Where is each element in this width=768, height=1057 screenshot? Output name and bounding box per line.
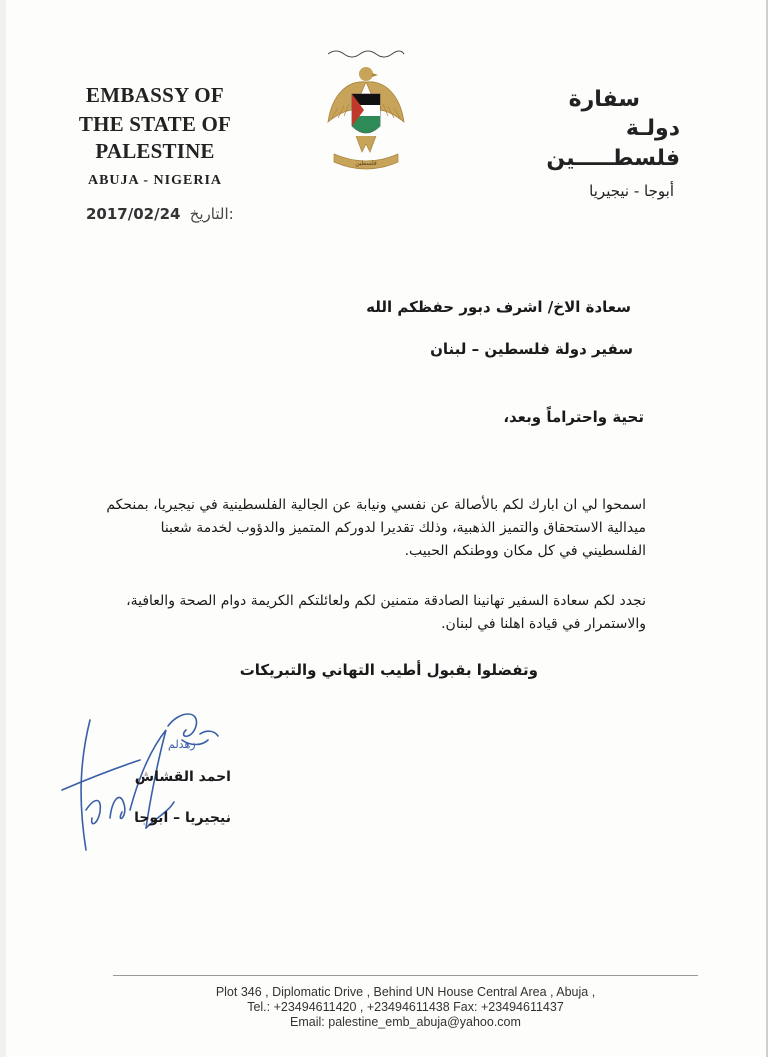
recipient-name: سعادة الاخ/ اشرف دبور xyxy=(459,298,631,316)
footer-phones: Tel.: +23494611420 , +23494611438 Fax: +23494611437 xyxy=(247,1000,564,1014)
header-arabic xyxy=(500,86,680,200)
body-paragraph-2: نجدد لكم سعادة السفير تهانينا الصادقة متمنين لكم ولعائلتكم الكريمة دوام الصحة والعافية، والاستمرار في قيادة اهلنا في لبنان. xyxy=(126,593,646,632)
emblem-ribbon-text: فلسطين xyxy=(355,160,377,167)
palestine-eagle-emblem-icon xyxy=(318,44,414,176)
header-ar-line1: سفارة xyxy=(568,87,640,112)
footer xyxy=(113,985,698,1030)
footer-address: Plot 346 , Diplomatic Drive , Behind UN House Central Area , Abuja , xyxy=(215,985,596,999)
header-ar-line3: أبوجا - نيجيريا xyxy=(589,182,674,200)
header-ar-line2: دولـة فلسطـــــين xyxy=(546,116,680,171)
footer-divider xyxy=(113,975,698,976)
closing-line: وتفضلوا بقبول أطيب التهاني والتبريكات xyxy=(239,661,538,679)
date-label: التاريخ: xyxy=(189,205,234,223)
page-edge xyxy=(0,0,6,1057)
signatory-location: نيجيريا – ابوجا xyxy=(134,810,231,826)
header-en-line3: ABUJA - NIGERIA xyxy=(87,173,222,188)
footer-email: Email: palestine_emb_abuja@yahoo.com xyxy=(290,1015,521,1029)
header-english xyxy=(20,82,290,189)
header-en-line1: EMBASSY OF xyxy=(85,83,225,107)
header-en-line2: THE STATE OF PALESTINE xyxy=(78,112,232,163)
handwritten-note: زهدلم xyxy=(168,738,196,751)
recipient-position: سفير دولة فلسطين – لبنان xyxy=(430,340,633,358)
recipient-honorific: حفظكم الله xyxy=(366,298,455,316)
emblem-graphic xyxy=(318,44,414,176)
body-paragraph-1: اسمحوا لي ان ابارك لكم بالأصالة عن نفسي ونيابة عن الجالية الفلسطينية في نيجيريا، بمنحكم ميدالية الاستحقاق والتميز الذهبية، وذلك تقديرا لدوركم المتميز والدؤوب لخدمة شعبنا الفلسطيني في كل مكان ووطنكم الحبيب. xyxy=(106,497,646,559)
date-value: 2017/02/24 xyxy=(86,205,181,223)
signatory-name: احمد القشاش xyxy=(134,769,231,785)
greeting: تحية واحتراماً وبعد، xyxy=(503,408,644,426)
letter-date xyxy=(86,205,234,223)
recipient-line xyxy=(340,298,631,316)
